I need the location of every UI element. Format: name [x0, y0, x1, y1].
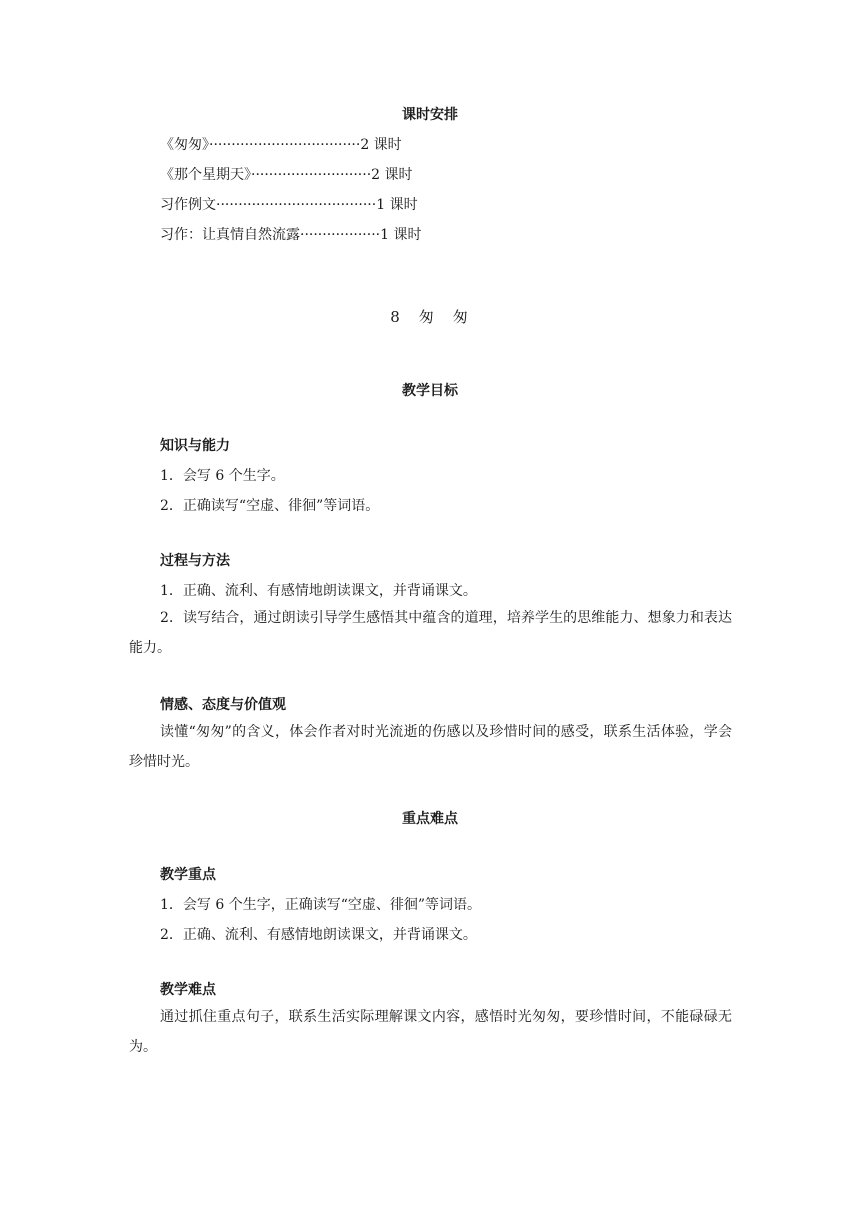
schedule-row [160, 224, 421, 244]
schedule-row-dots: ·················· [300, 227, 381, 243]
knowledge-label: 知识与能力 [160, 438, 230, 454]
difficulty-label: 教学难点 [160, 982, 216, 998]
schedule-row-dots: ···································· [216, 197, 377, 213]
focus-item: 2．正确、流利、有感情地朗读课文，并背诵课文。 [160, 927, 477, 943]
emotion-label: 情感、态度与价值观 [160, 697, 286, 713]
process-item: 2．读写结合，通过朗读引导学生感悟其中蕴含的道理，培养学生的思维能力、想象力和表达能力。 [129, 610, 732, 656]
schedule-row-name: 习作：让真情自然流露 [160, 227, 300, 243]
emotion-text: 读懂“匆匆”的含义，体会作者对时光流逝的伤感以及珍惜时间的感受，联系生活体验，学会珍惜时光。 [129, 724, 732, 770]
schedule-row-name: 《那个星期天》 [160, 167, 251, 183]
schedule-row-name: 《匆匆》 [160, 137, 209, 153]
schedule-heading: 课时安排 [402, 107, 458, 123]
knowledge-item: 2．正确读写“空虚、徘徊”等词语。 [160, 498, 380, 514]
schedule-row-name: 习作例文 [160, 197, 216, 213]
schedule-row-value: 1 课时 [376, 197, 418, 213]
goals-heading: 教学目标 [402, 383, 458, 399]
focus-item: 1．会写 6 个生字，正确读写“空虚、徘徊”等词语。 [160, 897, 482, 913]
schedule-row-value: 1 课时 [380, 227, 422, 243]
schedule-row-dots: ··························· [251, 167, 372, 183]
schedule-row-dots: ·································· [209, 137, 361, 153]
process-label: 过程与方法 [160, 553, 230, 569]
schedule-row-value: 2 课时 [371, 167, 413, 183]
process-item: 1．正确、流利、有感情地朗读课文，并背诵课文。 [160, 583, 477, 599]
focus-label: 教学重点 [160, 867, 216, 883]
difficulty-text: 通过抓住重点句子，联系生活实际理解课文内容，感悟时光匆匆，要珍惜时间，不能碌碌无为。 [129, 1009, 732, 1055]
keypoints-heading: 重点难点 [402, 811, 458, 827]
lesson-title: 8 匆 匆 [390, 308, 470, 326]
schedule-row [160, 194, 418, 214]
schedule-row [160, 134, 402, 154]
schedule-row [160, 164, 413, 184]
schedule-row-value: 2 课时 [360, 137, 402, 153]
knowledge-item: 1．会写 6 个生字。 [160, 468, 285, 484]
